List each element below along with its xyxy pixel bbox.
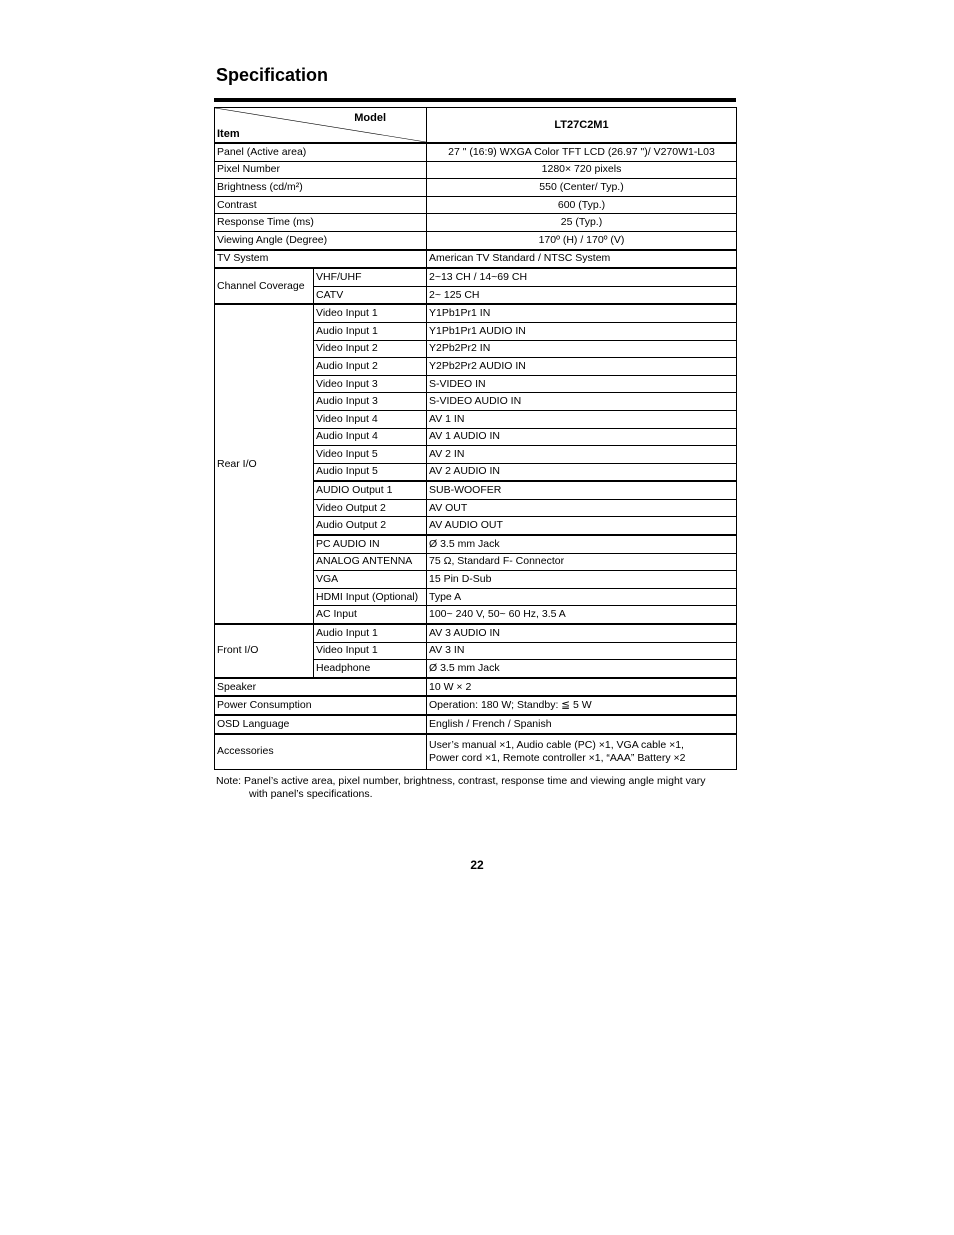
spec-sub-value: S-VIDEO AUDIO IN bbox=[427, 393, 737, 411]
spec-sub-label: HDMI Input (Optional) bbox=[314, 588, 427, 606]
table-row bbox=[215, 214, 737, 232]
spec-sub-value: Ø 3.5 mm Jack bbox=[427, 660, 737, 678]
header-corner-cell bbox=[215, 108, 427, 144]
table-row bbox=[215, 268, 737, 286]
page-title: Specification bbox=[216, 65, 329, 85]
spec-item-value: 600 (Typ.) bbox=[427, 196, 737, 214]
table-row bbox=[215, 696, 737, 715]
table-row bbox=[215, 161, 737, 179]
spec-sub-label: Audio Input 1 bbox=[314, 322, 427, 340]
spec-sub-label: Audio Input 5 bbox=[314, 463, 427, 481]
table-header-row bbox=[215, 108, 737, 144]
table-row bbox=[215, 678, 737, 697]
table-row bbox=[215, 734, 737, 770]
spec-sub-value: Ø 3.5 mm Jack bbox=[427, 535, 737, 553]
spec-sub-value: AV OUT bbox=[427, 499, 737, 517]
spec-item-label: TV System bbox=[215, 250, 427, 269]
spec-item-label: Accessories bbox=[215, 734, 427, 770]
spec-item-label: Brightness (cd/m²) bbox=[215, 179, 427, 197]
spec-item-label: Speaker bbox=[215, 678, 427, 697]
spec-sub-value: AV 3 AUDIO IN bbox=[427, 624, 737, 642]
spec-item-label: Contrast bbox=[215, 196, 427, 214]
table-row bbox=[215, 179, 737, 197]
spec-group-label: Front I/O bbox=[215, 624, 314, 678]
spec-sub-value: Y2Pb2Pr2 IN bbox=[427, 340, 737, 358]
table-row bbox=[215, 250, 737, 269]
spec-sub-label: Video Input 1 bbox=[314, 304, 427, 322]
spec-item-value bbox=[427, 734, 737, 770]
footnote bbox=[216, 775, 736, 800]
page-number: 22 bbox=[470, 858, 484, 872]
spec-sub-label: CATV bbox=[314, 286, 427, 304]
spec-group-label: Rear I/O bbox=[215, 304, 314, 624]
spec-sub-value: Y2Pb2Pr2 AUDIO IN bbox=[427, 358, 737, 376]
spec-sub-label: Video Input 3 bbox=[314, 375, 427, 393]
spec-item-value: 1280× 720 pixels bbox=[427, 161, 737, 179]
spec-sub-value: AV AUDIO OUT bbox=[427, 517, 737, 535]
spec-item-value: Operation: 180 W; Standby: ≦ 5 W bbox=[427, 696, 737, 715]
spec-sub-label: VGA bbox=[314, 571, 427, 589]
spec-item-value: English / French / Spanish bbox=[427, 715, 737, 734]
table-row bbox=[215, 304, 737, 322]
spec-item-value: American TV Standard / NTSC System bbox=[427, 250, 737, 269]
spec-sub-label: VHF/UHF bbox=[314, 268, 427, 286]
spec-item-value: 170º (H) / 170º (V) bbox=[427, 231, 737, 249]
table-row bbox=[215, 143, 737, 161]
spec-table bbox=[214, 107, 737, 770]
spec-item-label: Power Consumption bbox=[215, 696, 427, 715]
spec-sub-value: 100~ 240 V, 50~ 60 Hz, 3.5 A bbox=[427, 606, 737, 624]
spec-sub-label: Video Input 2 bbox=[314, 340, 427, 358]
spec-sub-label: Audio Input 4 bbox=[314, 428, 427, 446]
table-row bbox=[215, 231, 737, 249]
spec-group-label: Channel Coverage bbox=[215, 268, 314, 304]
diagonal-divider bbox=[215, 108, 426, 142]
footnote-line-1: Note: Panel’s active area, pixel number, brightness, contrast, response time and viewing angle might vary bbox=[216, 775, 706, 787]
spec-item-label: Panel (Active area) bbox=[215, 143, 427, 161]
table-row bbox=[215, 715, 737, 734]
spec-item-value: 25 (Typ.) bbox=[427, 214, 737, 232]
spec-item-label: Pixel Number bbox=[215, 161, 427, 179]
spec-sub-label: Video Input 4 bbox=[314, 410, 427, 428]
spec-sub-value: 75 Ω, Standard F- Connector bbox=[427, 553, 737, 571]
spec-sub-value: Y1Pb1Pr1 IN bbox=[427, 304, 737, 322]
spec-item-label: OSD Language bbox=[215, 715, 427, 734]
spec-sub-label: Headphone bbox=[314, 660, 427, 678]
spec-sub-value: SUB-WOOFER bbox=[427, 481, 737, 499]
header-model-label: Model bbox=[354, 112, 386, 124]
spec-sub-label: Audio Input 1 bbox=[314, 624, 427, 642]
header-item-label: Item bbox=[217, 128, 240, 140]
spec-sub-value: 2~13 CH / 14~69 CH bbox=[427, 268, 737, 286]
spec-item-value: 10 W × 2 bbox=[427, 678, 737, 697]
spec-sub-value: AV 2 IN bbox=[427, 446, 737, 464]
accessories-line-2: Power cord ×1, Remote controller ×1, “AAA” Battery ×2 bbox=[429, 751, 686, 764]
header-model-name: LT27C2M1 bbox=[427, 108, 737, 144]
spec-sub-value: Type A bbox=[427, 588, 737, 606]
spec-sub-label: Audio Output 2 bbox=[314, 517, 427, 535]
spec-sub-value: 15 Pin D-Sub bbox=[427, 571, 737, 589]
footnote-line-2: with panel’s specifications. bbox=[249, 787, 373, 800]
spec-sub-label: PC AUDIO IN bbox=[314, 535, 427, 553]
spec-sub-value: AV 2 AUDIO IN bbox=[427, 463, 737, 481]
spec-sub-value: AV 3 IN bbox=[427, 642, 737, 660]
title-rule bbox=[214, 98, 736, 102]
spec-item-value: 550 (Center/ Typ.) bbox=[427, 179, 737, 197]
table-row bbox=[215, 196, 737, 214]
spec-item-label: Response Time (ms) bbox=[215, 214, 427, 232]
spec-sub-label: Audio Input 3 bbox=[314, 393, 427, 411]
spec-sub-value: Y1Pb1Pr1 AUDIO IN bbox=[427, 322, 737, 340]
accessories-line-1: User’s manual ×1, Audio cable (PC) ×1, VGA cable ×1, bbox=[429, 738, 684, 751]
spec-sub-value: 2~ 125 CH bbox=[427, 286, 737, 304]
spec-sub-value: AV 1 IN bbox=[427, 410, 737, 428]
spec-sub-label: Video Input 1 bbox=[314, 642, 427, 660]
spec-item-value: 27 " (16:9) WXGA Color TFT LCD (26.97 ")/ V270W1-L03 bbox=[427, 143, 737, 161]
spec-item-label: Viewing Angle (Degree) bbox=[215, 231, 427, 249]
spec-sub-value: S-VIDEO IN bbox=[427, 375, 737, 393]
spec-sub-label: AUDIO Output 1 bbox=[314, 481, 427, 499]
spec-sub-label: ANALOG ANTENNA bbox=[314, 553, 427, 571]
spec-sub-label: AC Input bbox=[314, 606, 427, 624]
spec-sub-value: AV 1 AUDIO IN bbox=[427, 428, 737, 446]
spec-sub-label: Audio Input 2 bbox=[314, 358, 427, 376]
table-row bbox=[215, 624, 737, 642]
spec-sub-label: Video Input 5 bbox=[314, 446, 427, 464]
spec-sub-label: Video Output 2 bbox=[314, 499, 427, 517]
